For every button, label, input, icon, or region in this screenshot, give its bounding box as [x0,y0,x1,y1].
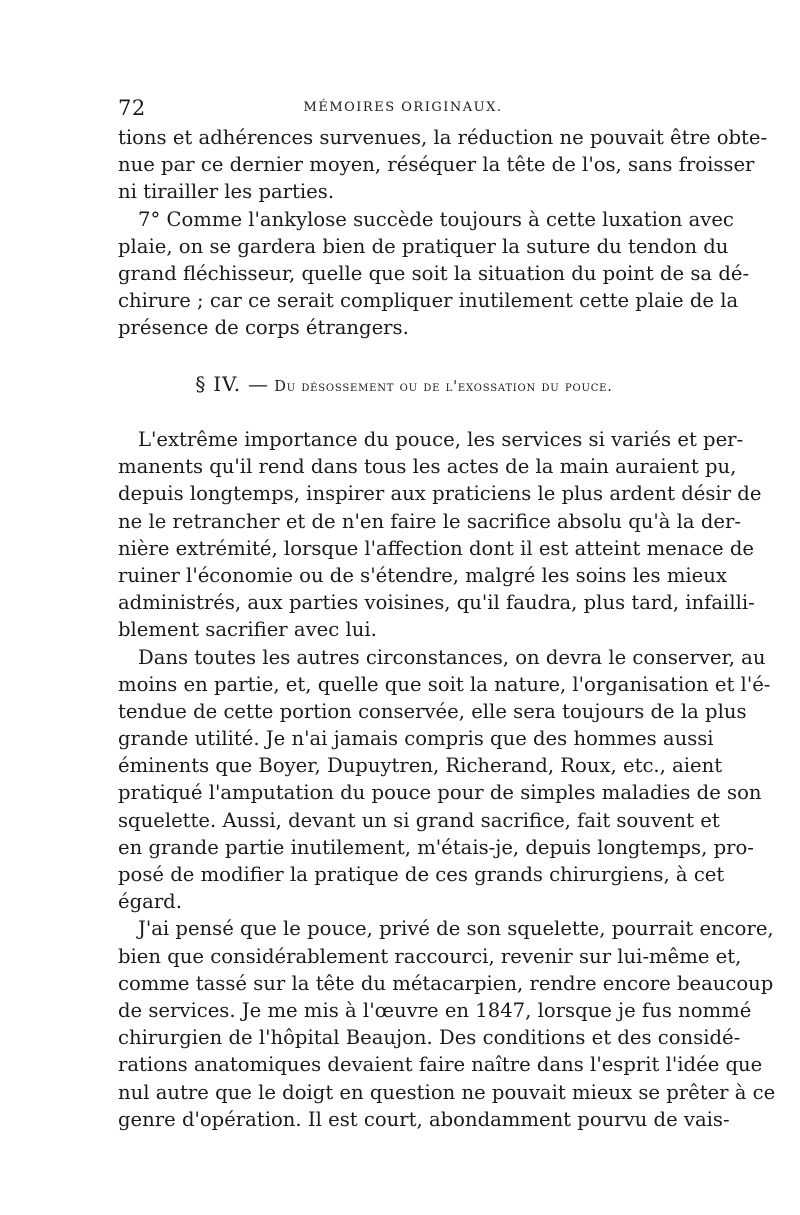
text-line: pratiqué l'amputation du pouce pour de simples maladies de son [118,781,762,805]
text-line: éminents que Boyer, Dupuytren, Richerand, Roux, etc., aient [118,754,723,778]
text-line: égard. [118,890,182,914]
text-line: ni tirailler les parties. [118,180,335,204]
section-heading [118,372,690,396]
text-line: ruiner l'économie ou de s'étendre, malgré les soins les mieux [118,563,727,587]
text-line: plaie, on se gardera bien de pratiquer la suture du tendon du [118,234,729,258]
text-line: 7° Comme l'ankylose succède toujours à cette luxation avec [138,207,734,231]
text-line: chirurgien de l'hôpital Beaujon. Des conditions et des considé- [118,1026,741,1050]
text-block-main [118,426,776,1133]
text-line: tions et adhérences survenues, la réduction ne pouvait être obte- [118,126,768,149]
text-line: Dans toutes les autres circonstances, on devra le conserver, au [138,645,766,669]
text-line: chirure ; car ce serait compliquer inutilement cette plaie de la [118,289,739,313]
text-line: tendue de cette portion conservée, elle sera toujours de la plus [118,699,747,723]
text-line: J'ai pensé que le pouce, privé de son squelette, pourrait encore, [138,917,774,941]
text-line: manents qu'il rend dans tous les actes de la main auraient pu, [118,455,737,479]
text-line: depuis longtemps, inspirer aux praticiens le plus ardent désir de [118,482,762,506]
text-line: ne le retrancher et de n'en faire le sacrifice absolu qu'à la der- [118,509,741,533]
running-head: MÉMOIRES ORIGINAUX. [303,100,503,115]
text-line: administrés, aux parties voisines, qu'il faudra, plus tard, infailli- [118,591,755,615]
text-line: rations anatomiques devaient faire naître dans l'esprit l'idée que [118,1053,763,1077]
text-line: de services. Je me mis à l'œuvre en 1847, lorsque je fus nommé [118,998,752,1022]
text-line: genre d'opération. Il est court, abondamment pourvu de vais- [118,1107,730,1131]
page-number: 72 [118,96,146,120]
text-line: nul autre que le doigt en question ne pouvait mieux se prêter à ce [118,1080,776,1104]
text-line: posé de modifier la pratique de ces grands chirurgiens, à cet [118,863,725,886]
text-line: présence de corps étrangers. [118,316,409,340]
text-line: en grande partie inutilement, m'étais-je, depuis longtemps, pro- [118,835,754,859]
text-line: comme tassé sur la tête du métacarpien, rendre encore beaucoup [118,971,774,995]
text-line: L'extrême importance du pouce, les services si variés et per- [138,428,744,451]
text-line: bien que considérablement raccourci, revenir sur lui-même et, [118,944,742,968]
text-line: grande utilité. Je n'ai jamais compris que des hommes aussi [118,727,714,751]
text-line: nière extrémité, lorsque l'affection dont il est atteint menace de [118,536,755,560]
text-line: squelette. Aussi, devant un si grand sacrifice, fait souvent et [118,808,720,832]
section-title: Du désossement ou de l'exossation du pouce. [274,379,613,395]
text-line: blement sacrifier avec lui. [118,618,377,642]
text-line: grand fléchisseur, quelle que soit la situation du point de sa dé- [118,261,750,285]
text-block-top [118,124,768,342]
page-header [118,96,688,126]
section-marker: § IV. — [195,372,269,396]
text-line: moins en partie, et, quelle que soit la nature, l'organisation et l'é- [118,672,771,696]
text-line: nue par ce dernier moyen, réséquer la tête de l'os, sans froisser [118,153,755,177]
